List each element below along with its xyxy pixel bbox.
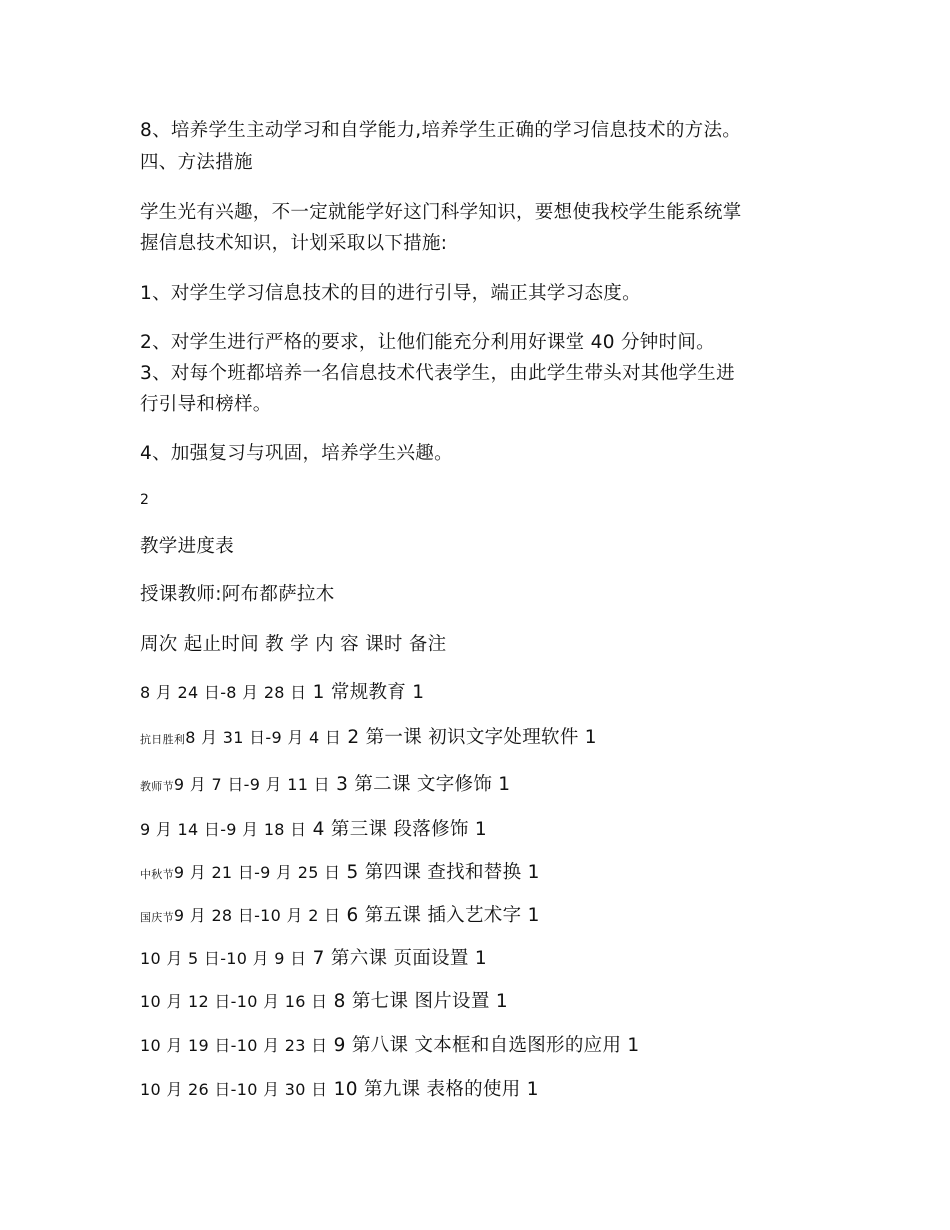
schedule-title: 教学进度表 (140, 536, 235, 557)
schedule-row (140, 681, 424, 707)
row-content: 1 常规教育 1 (306, 682, 425, 703)
paragraph-item-8: 8、培养学生主动学习和自学能力,培养学生正确的学习信息技术的方法。 (140, 120, 742, 141)
schedule-row (140, 861, 540, 887)
row-note: 国庆节 (140, 911, 174, 924)
schedule-row (140, 1034, 640, 1060)
schedule-row (140, 1078, 539, 1104)
schedule-row (140, 726, 597, 752)
row-dates: 10 月 5 日-10 月 9 日 (140, 949, 307, 968)
intro-paragraph-line-1: 学生光有兴趣，不一定就能学好这门科学知识，要想使我校学生能系统掌 (140, 202, 742, 223)
row-note: 中秋节 (140, 868, 174, 881)
row-note: 抗日胜利 (140, 733, 186, 746)
schedule-row (140, 904, 540, 930)
schedule-row (140, 773, 510, 799)
schedule-header: 周次 起止时间 教 学 内 容 课时 备注 (140, 634, 447, 655)
row-content: 7 第六课 页面设置 1 (306, 948, 487, 969)
row-dates: 10 月 12 日-10 月 16 日 (140, 992, 328, 1011)
schedule-teacher: 授课教师:阿布都萨拉木 (140, 584, 335, 605)
row-dates: 8 月 31 日-9 月 4 日 (185, 728, 342, 747)
schedule-row (140, 947, 487, 973)
row-dates: 9 月 21 日-9 月 25 日 (173, 863, 341, 882)
measure-item-3-line-2: 行引导和榜样。 (140, 394, 272, 415)
page-number: 2 (140, 492, 150, 508)
row-dates: 8 月 24 日-8 月 28 日 (140, 683, 307, 702)
schedule-row (140, 818, 487, 844)
row-content: 10 第九课 表格的使用 1 (327, 1079, 539, 1100)
row-content: 8 第七课 图片设置 1 (327, 991, 508, 1012)
row-dates: 10 月 26 日-10 月 30 日 (140, 1080, 328, 1099)
schedule-row (140, 990, 508, 1016)
measure-item-4: 4、加强复习与巩固，培养学生兴趣。 (140, 443, 453, 464)
measure-item-1: 1、对学生学习信息技术的目的进行引导，端正其学习态度。 (140, 283, 641, 304)
row-content: 5 第四课 查找和替换 1 (340, 862, 540, 883)
row-content: 4 第三课 段落修饰 1 (306, 819, 487, 840)
row-dates: 9 月 28 日-10 月 2 日 (173, 906, 341, 925)
row-content: 6 第五课 插入艺术字 1 (340, 905, 540, 926)
row-dates: 9 月 14 日-9 月 18 日 (140, 820, 307, 839)
row-content: 2 第一课 初识文字处理软件 1 (341, 727, 597, 748)
row-note: 教师节 (140, 780, 174, 793)
row-dates: 10 月 19 日-10 月 23 日 (140, 1036, 328, 1055)
intro-paragraph-line-2: 握信息技术知识，计划采取以下措施: (140, 233, 448, 254)
row-content: 9 第八课 文本框和自选图形的应用 1 (327, 1035, 640, 1056)
row-content: 3 第二课 文字修饰 1 (329, 774, 511, 795)
section-heading-methods: 四、方法措施 (140, 152, 253, 173)
row-dates: 9 月 7 日-9 月 11 日 (173, 775, 330, 794)
measure-item-3-line-1: 3、对每个班都培养一名信息技术代表学生，由此学生带头对其他学生进 (140, 363, 735, 384)
measure-item-2: 2、对学生进行严格的要求，让他们能充分利用好课堂 40 分钟时间。 (140, 332, 715, 353)
